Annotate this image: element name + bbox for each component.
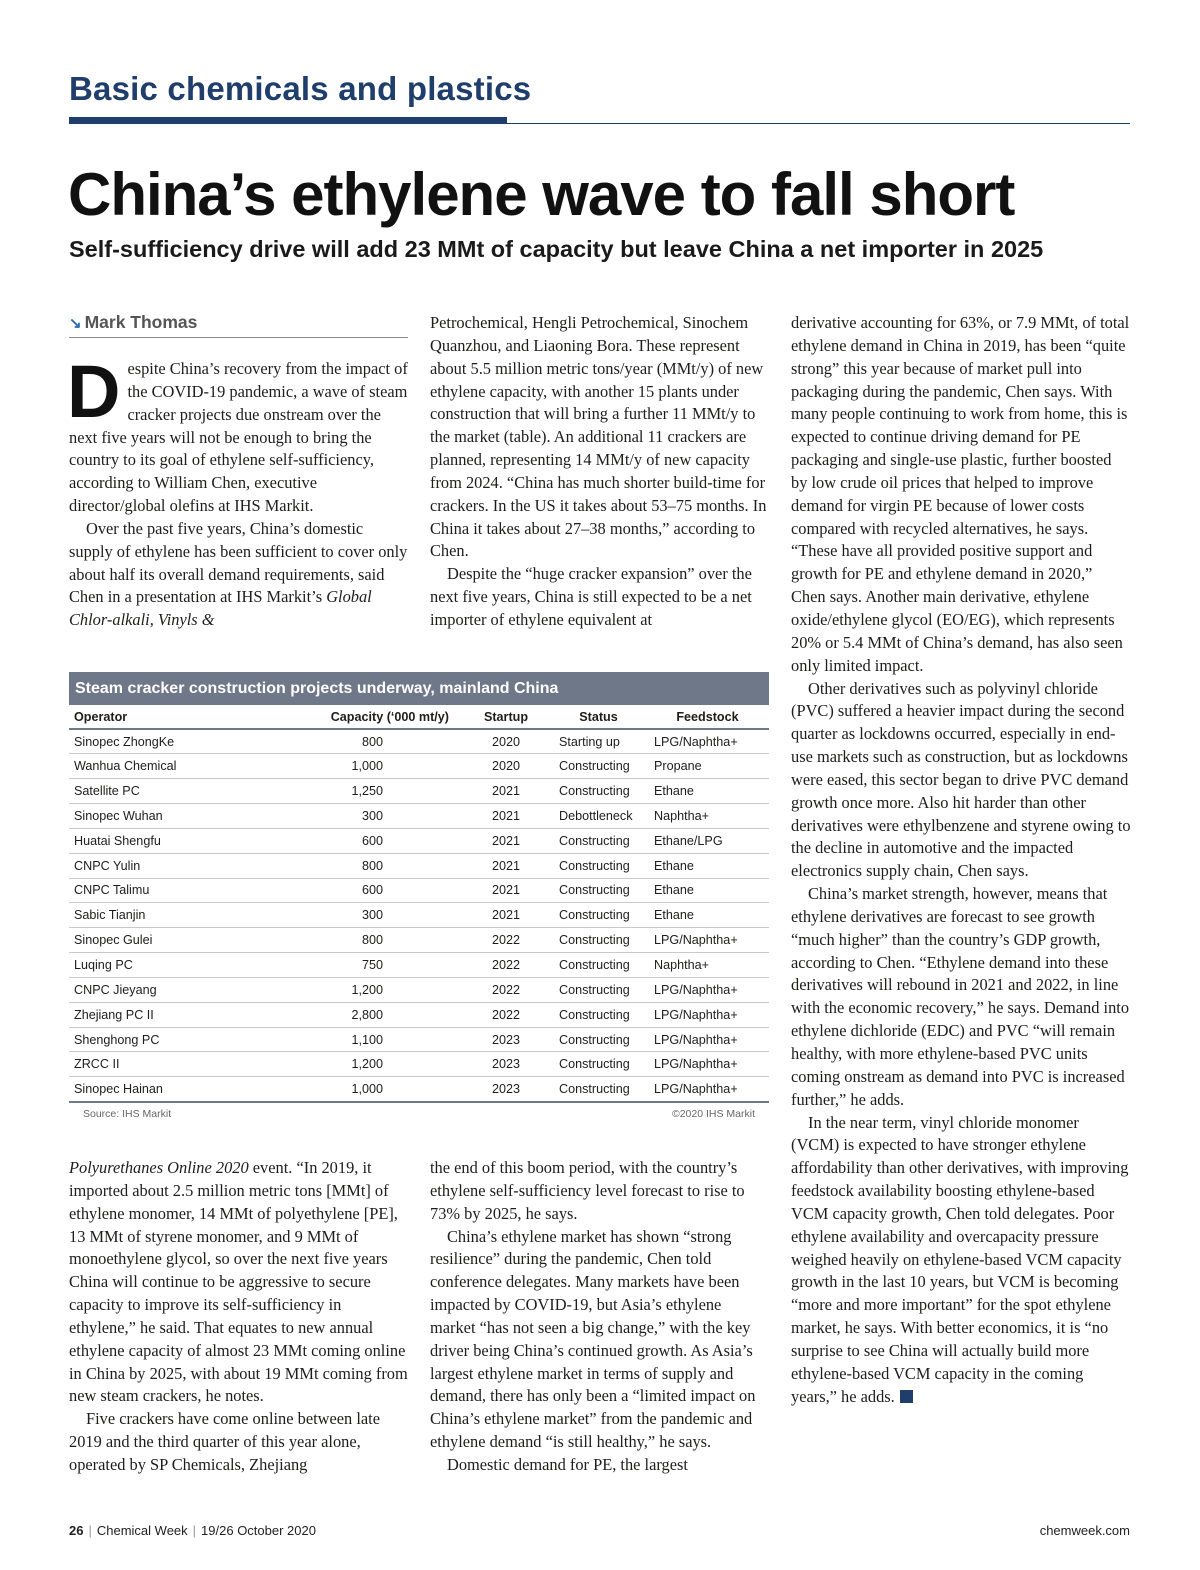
cell-operator: Sinopec Hainan [69, 1077, 289, 1102]
table-row [69, 729, 769, 754]
paragraph: Over the past five years, China’s domestic supply of ethylene has been sufficient to cover only about half its overall demand requirements, said Chen in a presentation at IHS Markit’s Global Chlor-alkali, Vinyls & [69, 518, 408, 630]
table-row [69, 853, 769, 878]
cell-feedstock: LPG/Naphtha+ [646, 729, 769, 754]
cell-status: Constructing [551, 1077, 646, 1102]
end-mark-icon [900, 1390, 913, 1403]
column-2-top [430, 312, 769, 632]
cell-status: Debottleneck [551, 804, 646, 829]
section-rule-thick [69, 117, 507, 124]
cell-feedstock: Ethane [646, 853, 769, 878]
cell-operator: CNPC Jieyang [69, 977, 289, 1002]
cell-status: Constructing [551, 853, 646, 878]
byline [69, 312, 408, 338]
cell-startup: 2022 [461, 977, 551, 1002]
paragraph: Five crackers have come online between late 2019 and the third quarter of this year alone, operated by SP Chemicals, Zhejiang [69, 1409, 380, 1474]
cell-capacity: 1,000 [289, 1077, 461, 1102]
publication-name: Chemical Week [96, 1523, 188, 1538]
cell-operator: Zhejiang PC II [69, 1002, 289, 1027]
cell-capacity: 1,200 [289, 1052, 461, 1077]
column-1-bottom [69, 1157, 408, 1477]
cell-status: Constructing [551, 977, 646, 1002]
cell-operator: Sinopec ZhongKe [69, 729, 289, 754]
paragraph: China’s ethylene market has shown “strong resilience” during the pandemic, Chen told conference delegates. Many markets have been impacted by COVID-19, but Asia’s ethylene market “has not seen a big change,” with the key driver being China’s continued growth. As Asia’s largest ethylene market in terms of supply and demand, there has only been a “limited impact on China’s ethylene market” from the pandemic and ethylene demand “is still healthy,” he says. [430, 1226, 756, 1452]
cell-startup: 2021 [461, 804, 551, 829]
cell-capacity: 1,000 [289, 754, 461, 779]
cell-feedstock: LPG/Naphtha+ [646, 1027, 769, 1052]
cell-feedstock: Naphtha+ [646, 953, 769, 978]
cell-capacity: 800 [289, 928, 461, 953]
cell-capacity: 750 [289, 953, 461, 978]
paragraph: Polyurethanes Online 2020 event. “In 2019, it imported about 2.5 million metric tons [MMt] of ethylene monomer, 14 MMt of polyethylene [PE], 13 MMt of styrene monomer, and 9 MMt of monoethylene glycol, so over the next five years China will continue to be aggressive to secure capacity to improve its self-sufficiency in ethylene,” he said. That equates to new annual ethylene capacity of almost 23 MMt coming online in China by 2025, with about 19 MMt coming from new steam crackers, he notes. [69, 1158, 408, 1406]
cell-startup: 2020 [461, 754, 551, 779]
byline-author[interactable]: Mark Thomas [84, 312, 198, 332]
cell-startup: 2023 [461, 1052, 551, 1077]
paragraph: Despite the “huge cracker expansion” over the next five years, China is still expected to be a net importer of ethylene equivalent at [430, 564, 752, 629]
cell-capacity: 2,800 [289, 1002, 461, 1027]
cell-feedstock: Propane [646, 754, 769, 779]
column-3 [791, 312, 1131, 1409]
cell-status: Constructing [551, 878, 646, 903]
cell-status: Constructing [551, 903, 646, 928]
paragraph: Domestic demand for PE, the largest [447, 1454, 688, 1474]
table-row [69, 804, 769, 829]
cell-operator: Sinopec Wuhan [69, 804, 289, 829]
cell-status: Constructing [551, 754, 646, 779]
cell-operator: ZRCC II [69, 1052, 289, 1077]
cell-status: Constructing [551, 779, 646, 804]
cell-status: Constructing [551, 928, 646, 953]
cell-operator: Sabic Tianjin [69, 903, 289, 928]
cracker-projects-table [69, 672, 769, 1120]
cell-feedstock: LPG/Naphtha+ [646, 928, 769, 953]
cell-feedstock: Ethane [646, 779, 769, 804]
table-source: Source: IHS Markit [83, 1107, 172, 1120]
cell-capacity: 800 [289, 853, 461, 878]
footer-left [69, 1523, 316, 1538]
header-feedstock: Feedstock [646, 705, 769, 729]
cell-feedstock: LPG/Naphtha+ [646, 1002, 769, 1027]
table-row [69, 1002, 769, 1027]
cell-feedstock: Naphtha+ [646, 804, 769, 829]
table-row [69, 878, 769, 903]
paragraph: derivative accounting for 63%, or 7.9 MMt, of total ethylene demand in China in 2019, has been “quite strong” this year because of market pull into packaging during the pandemic, Chen says. With many people continuing to work from home, this is expected to continue driving demand for PE packaging and single-use plastic, further boosted by low crude oil prices that helped to improve demand for virgin PE because of lower costs compared with recycled alternatives, he says. “These have all provided positive support and growth for PE and ethylene demand in 2020,” Chen says. Another main derivative, ethylene oxide/ethylene glycol (EO/EG), which represents 20% or 5.4 MMt of China’s demand, has also seen only limited impact. [791, 313, 1130, 675]
cell-startup: 2022 [461, 953, 551, 978]
cell-feedstock: Ethane [646, 903, 769, 928]
table-row [69, 953, 769, 978]
cell-capacity: 1,100 [289, 1027, 461, 1052]
table-row [69, 779, 769, 804]
table-row [69, 828, 769, 853]
footer-separator: | [192, 1523, 197, 1538]
paragraph: the end of this boom period, with the country’s ethylene self-sufficiency level forecast to rise to 73% by 2025, he says. [430, 1158, 745, 1223]
cell-operator: Satellite PC [69, 779, 289, 804]
cell-operator: Sinopec Gulei [69, 928, 289, 953]
article-subhead: Self-sufficiency drive will add 23 MMt of capacity but leave China a net importer in 2025 [69, 236, 1044, 262]
table-row [69, 928, 769, 953]
cell-capacity: 800 [289, 729, 461, 754]
header-capacity: Capacity (‘000 mt/y) [289, 705, 461, 729]
page-footer [69, 1523, 1130, 1538]
cell-startup: 2020 [461, 729, 551, 754]
paragraph: Other derivatives such as polyvinyl chloride (PVC) suffered a heavier impact during the second quarter as lockdowns occurred, especially in end-use markets such as construction, but as lockdowns were eased, this sector began to drive PVC demand growth once more. Also hit harder than other derivatives were ethylbenzene and styrene owing to the decline in automotive and the impacted electronics supply chain, Chen says. [791, 678, 1131, 881]
dropcap: D [67, 350, 121, 433]
cell-operator: Luqing PC [69, 953, 289, 978]
cell-capacity: 300 [289, 903, 461, 928]
cell-status: Constructing [551, 1052, 646, 1077]
paragraph: In the near term, vinyl chloride monomer (VCM) is expected to have stronger ethylene affordability than other derivatives, with improving feedstock availability boosting ethylene-based VCM capacity growth, Chen told delegates. Poor ethylene availability and overcapacity pressure weighed heavily on ethylene-based VCM capacity growth in the last 10 years, but VCM is becoming “more and more important” for the spot ethylene market, he says. With better economics, it is “no surprise to see China will actually build more ethylene-based VCM capacity in the coming years,” he adds. [791, 1112, 1129, 1406]
table-header-row [69, 705, 769, 729]
cell-startup: 2023 [461, 1027, 551, 1052]
cell-feedstock: LPG/Naphtha+ [646, 1052, 769, 1077]
footer-separator: | [88, 1523, 92, 1538]
cell-status: Starting up [551, 729, 646, 754]
cell-capacity: 1,200 [289, 977, 461, 1002]
cell-capacity: 600 [289, 878, 461, 903]
header-status: Status [551, 705, 646, 729]
section-rule-thin [507, 123, 1130, 124]
cell-startup: 2022 [461, 928, 551, 953]
table-row [69, 977, 769, 1002]
cell-startup: 2021 [461, 878, 551, 903]
cell-capacity: 300 [289, 804, 461, 829]
cell-operator: CNPC Talimu [69, 878, 289, 903]
section-title: Basic chemicals and plastics [69, 70, 532, 107]
cell-startup: 2021 [461, 779, 551, 804]
table-row [69, 1052, 769, 1077]
cell-capacity: 1,250 [289, 779, 461, 804]
byline-arrow-icon: ↘ [69, 315, 82, 332]
column-2-bottom [430, 1157, 769, 1477]
cell-status: Constructing [551, 953, 646, 978]
paragraph: China’s market strength, however, means that ethylene derivatives are forecast to see growth “much higher” than the country’s GDP growth, according to Chen. “Ethylene demand into these derivatives will rebound in 2021 and 2022, in line with the economic recovery,” he says. Demand into ethylene dichloride (EDC) and PVC “will remain healthy, with more ethylene-based PVC units coming onstream as demand into PVC is increased further,” he adds. [791, 884, 1130, 1109]
cell-operator: Huatai Shengfu [69, 828, 289, 853]
header-startup: Startup [461, 705, 551, 729]
cell-status: Constructing [551, 1002, 646, 1027]
header-operator: Operator [69, 705, 289, 729]
table [69, 705, 769, 1103]
cell-startup: 2021 [461, 828, 551, 853]
table-copyright: ©2020 IHS Markit [671, 1107, 755, 1120]
cell-operator: Shenghong PC [69, 1027, 289, 1052]
paragraph: Despite China’s recovery from the impact of the COVID-19 pandemic, a wave of steam cracker projects due onstream over the next five years will not be enough to bring the country to its goal of ethylene self-sufficiency, according to William Chen, executive director/global olefins at IHS Markit. [67, 350, 408, 516]
cell-startup: 2022 [461, 1002, 551, 1027]
table-row [69, 1077, 769, 1102]
cell-feedstock: LPG/Naphtha+ [646, 977, 769, 1002]
cell-feedstock: Ethane/LPG [646, 828, 769, 853]
cell-operator: CNPC Yulin [69, 853, 289, 878]
cell-feedstock: Ethane [646, 878, 769, 903]
website-link[interactable]: chemweek.com [1039, 1523, 1130, 1538]
cell-startup: 2021 [461, 903, 551, 928]
issue-date: 19/26 October 2020 [201, 1523, 316, 1538]
article-headline: China’s ethylene wave to fall short [68, 161, 1015, 228]
table-body [69, 729, 769, 1102]
cell-feedstock: LPG/Naphtha+ [646, 1077, 769, 1102]
table-row [69, 754, 769, 779]
paragraph: Petrochemical, Hengli Petrochemical, Sinochem Quanzhou, and Liaoning Bora. These represent about 5.5 million metric tons/year (MMt/y) of new ethylene capacity, with another 15 plants under construction that will bring a further 11 MMt/y to the market (table). An additional 11 crackers are planned, representing 14 MMt/y of new capacity from 2024. “China has much shorter build-time for crackers. In the US it takes about 53–75 months. In China it takes about 27–38 months,” according to Chen. [430, 313, 767, 561]
page-number: 26 [69, 1523, 84, 1538]
table-title: Steam cracker construction projects underway, mainland China [69, 672, 769, 705]
table-footnote [69, 1103, 769, 1120]
cell-capacity: 600 [289, 828, 461, 853]
cell-startup: 2021 [461, 853, 551, 878]
cell-startup: 2023 [461, 1077, 551, 1102]
cell-status: Constructing [551, 828, 646, 853]
table-row [69, 903, 769, 928]
table-row [69, 1027, 769, 1052]
column-1-top [67, 350, 408, 632]
cell-operator: Wanhua Chemical [69, 754, 289, 779]
cell-status: Constructing [551, 1027, 646, 1052]
